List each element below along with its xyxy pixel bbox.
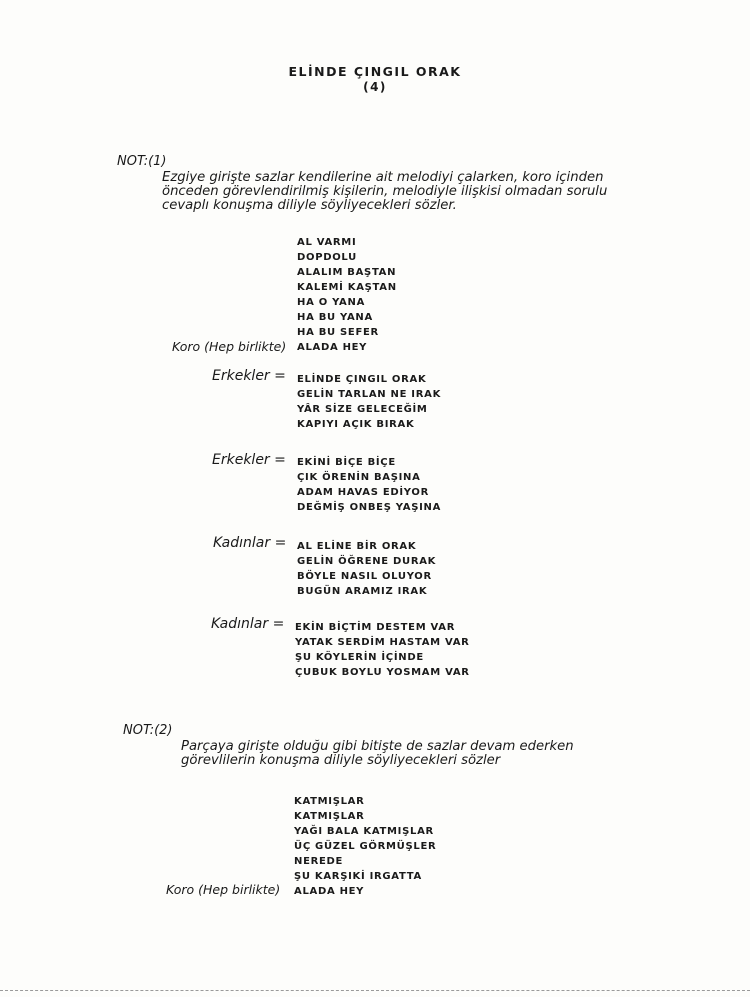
verse1-lyrics <box>297 372 441 432</box>
block1-lyrics <box>297 235 397 355</box>
lyric-line: HA BU YANA <box>297 312 373 323</box>
song-title: ELİNDE ÇINGIL ORAK <box>288 64 462 79</box>
lyric-line: ALADA HEY <box>297 342 368 353</box>
lyric-line: YÂR SİZE GELECEĞİM <box>297 404 428 415</box>
lyric-line: KATMIŞLAR <box>294 796 365 807</box>
lyric-line: GELİN TARLAN NE IRAK <box>297 389 442 400</box>
note1-line: önceden görevlendirilmiş kişilerin, melodiyle ilişkisi olmadan sorulu <box>162 184 608 199</box>
lyric-line: AL VARMI <box>297 237 357 248</box>
note1-label: NOT:(1) <box>117 154 167 169</box>
lyric-line: ALADA HEY <box>294 886 365 897</box>
block2-speaker: Koro (Hep birlikte) <box>166 882 281 897</box>
lyric-line: DEĞMİŞ ONBEŞ YAŞINA <box>297 502 442 513</box>
lyric-line: ÜÇ GÜZEL GÖRMÜŞLER <box>294 841 437 852</box>
note1-text <box>162 171 607 213</box>
block1-speaker: Koro (Hep birlikte) <box>172 339 287 354</box>
note1-line: cevaplı konuşma diliyle söyliyecekleri sözler. <box>162 198 457 213</box>
block2-lyrics <box>294 794 436 899</box>
verse2-speaker: Erkekler = <box>212 452 286 468</box>
lyric-line: ADAM HAVAS EDİYOR <box>297 487 429 498</box>
lyric-line: EKİN BİÇTİM DESTEM VAR <box>295 622 456 633</box>
verse3-lyrics <box>297 539 436 599</box>
note1-line: Ezgiye girişte sazlar kendilerine ait melodiyi çalarken, koro içinden <box>162 170 604 185</box>
lyric-line: GELİN ÖĞRENE DURAK <box>297 556 437 567</box>
lyric-line: ELİNDE ÇINGIL ORAK <box>297 374 427 385</box>
lyric-line: ÇUBUK BOYLU YOSMAM VAR <box>295 667 470 678</box>
note2-line: görevlilerin konuşma diliyle söyliyecekleri sözler <box>181 753 501 768</box>
lyric-line: KALEMİ KAŞTAN <box>297 282 397 293</box>
lyric-line: KAPIYI AÇIK BIRAK <box>297 419 415 430</box>
lyric-line: ŞU KÖYLERİN İÇİNDE <box>295 652 424 663</box>
page-bottom-rule <box>0 990 750 991</box>
note2-line: Parçaya girişte olduğu gibi bitişte de sazlar devam ederken <box>181 739 574 754</box>
note2-text <box>181 740 574 768</box>
verse4-speaker: Kadınlar = <box>211 616 285 632</box>
lyric-line: NEREDE <box>294 856 344 867</box>
note2-label: NOT:(2) <box>123 723 173 738</box>
lyric-line: EKİNİ BİÇE BİÇE <box>297 457 396 468</box>
page-number: (4) <box>363 80 387 94</box>
lyric-line: HA O YANA <box>297 297 366 308</box>
lyric-line: DOPDOLU <box>297 252 357 263</box>
lyric-line: KATMIŞLAR <box>294 811 365 822</box>
lyric-line: AL ELİNE BİR ORAK <box>297 541 417 552</box>
verse4-lyrics <box>295 620 470 680</box>
lyric-line: ALALIM BAŞTAN <box>297 267 397 278</box>
lyric-line: HA BU SEFER <box>297 327 379 338</box>
lyric-line: BUGÜN ARAMIZ IRAK <box>297 586 428 597</box>
verse3-speaker: Kadınlar = <box>213 535 287 551</box>
verse1-speaker: Erkekler = <box>212 368 286 384</box>
lyric-line: YATAK SERDİM HASTAM VAR <box>295 637 470 648</box>
lyric-line: ŞU KARŞIKİ IRGATTA <box>294 871 422 882</box>
lyric-line: YAĞI BALA KATMIŞLAR <box>294 826 434 837</box>
lyric-line: BÖYLE NASIL OLUYOR <box>297 571 432 582</box>
lyric-line: ÇIK ÖRENİN BAŞINA <box>297 472 421 483</box>
verse2-lyrics <box>297 455 441 515</box>
